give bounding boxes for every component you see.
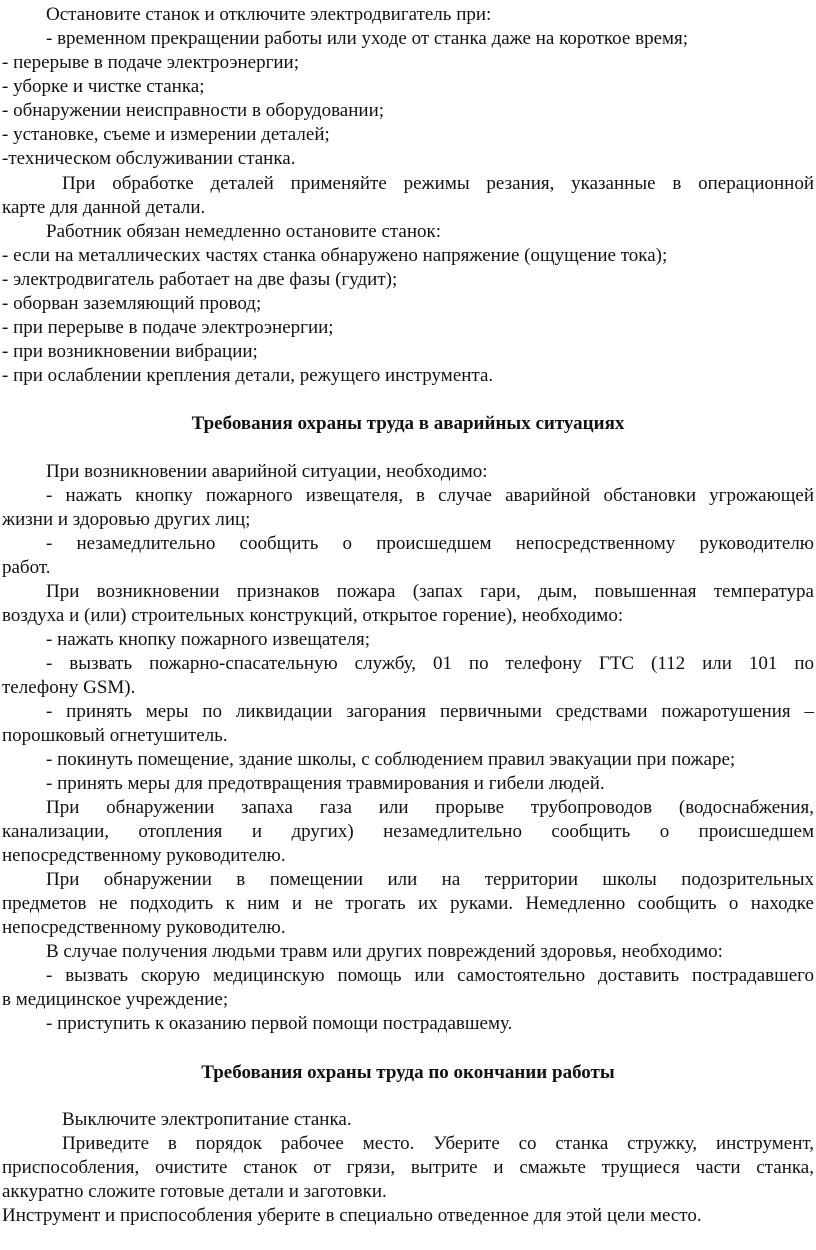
list-item: - при ослаблении крепления детали, режущего инструмента. <box>2 365 494 386</box>
paragraph-line: При возникновении признаков пожара (запах гари, дым, повышенная температура <box>46 581 814 602</box>
paragraph-line: При обработке деталей применяйте режимы резания, указанные в операционной <box>62 173 814 194</box>
paragraph-line: предметов не подходить к ним и не трогать их руками. Немедленно сообщить о находке <box>2 893 814 914</box>
list-item: порошковый огнетушитель. <box>2 725 228 746</box>
paragraph-line: В случае получения людьми травм или других повреждений здоровья, необходимо: <box>46 941 723 962</box>
paragraph-line: Приведите в порядок рабочее место. Уберите со станка стружку, инструмент, <box>62 1133 814 1154</box>
list-item: - приступить к оказанию первой помощи пострадавшему. <box>46 1013 513 1034</box>
list-item: - покинуть помещение, здание школы, с соблюдением правил эвакуации при пожаре; <box>46 749 736 770</box>
list-item: - принять меры по ликвидации загорания первичными средствами пожаротушения – <box>46 701 814 722</box>
list-item: - нажать кнопку пожарного извещателя; <box>46 629 371 650</box>
paragraph-line: аккуратно сложите готовые детали и заготовки. <box>2 1181 387 1202</box>
list-item: - вызвать скорую медицинскую помощь или самостоятельно доставить пострадавшего <box>46 965 814 986</box>
section-heading: Требования охраны труда в аварийных ситуациях <box>191 413 625 434</box>
paragraph-line: приспособления, очистите станок от грязи, вытрите и смажьте трущиеся части станка, <box>2 1157 814 1178</box>
paragraph-line: канализации, отопления и других) незамедлительно сообщить о происшедшем <box>2 821 814 842</box>
list-item: - незамедлительно сообщить о происшедшем непосредственному руководителю <box>46 533 814 554</box>
list-item: телефону GSM). <box>2 677 136 698</box>
list-item: жизни и здоровью других лиц; <box>2 509 251 530</box>
paragraph-line: При обнаружении в помещении или на территории школы подозрительных <box>46 869 814 890</box>
list-item: - принять меры для предотвращения травмирования и гибели людей. <box>46 773 605 794</box>
list-item: в медицинское учреждение; <box>2 989 229 1010</box>
list-item: - если на металлических частях станка обнаружено напряжение (ощущение тока); <box>2 245 668 266</box>
text-line: При возникновении аварийной ситуации, необходимо: <box>46 461 488 482</box>
paragraph-line: непосредственному руководителю. <box>2 917 286 938</box>
list-item: - вызвать пожарно-спасательную службу, 01 по телефону ГТС (112 или 101 по <box>46 653 814 674</box>
list-item: - нажать кнопку пожарного извещателя, в случае аварийной обстановки угрожающей <box>46 485 814 506</box>
text-line: Работник обязан немедленно остановите станок: <box>46 221 442 242</box>
paragraph-line: При обнаружении запаха газа или прорыве трубопроводов (водоснабжения, <box>46 797 814 818</box>
text-line: Остановите станок и отключите электродвигатель при: <box>46 4 492 25</box>
list-item: - электродвигатель работает на две фазы (гудит); <box>2 269 398 290</box>
paragraph-line: Инструмент и приспособления уберите в специально отведенное для этой цели место. <box>2 1205 702 1226</box>
paragraph-line: воздуха и (или) строительных конструкций, открытое горение), необходимо: <box>2 605 624 626</box>
list-item: работ. <box>2 557 51 578</box>
paragraph-line: непосредственному руководителю. <box>2 845 286 866</box>
list-item: - уборке и чистке станка; <box>2 76 205 97</box>
list-item: -техническом обслуживании станка. <box>2 148 296 169</box>
list-item: - установке, съеме и измерении деталей; <box>2 124 330 145</box>
list-item: - обнаружении неисправности в оборудовании; <box>2 100 385 121</box>
list-item: - перерыве в подаче электроэнергии; <box>2 52 299 73</box>
text-line: - временном прекращении работы или уходе от станка даже на короткое время; <box>46 28 689 49</box>
paragraph-line: карте для данной детали. <box>2 197 206 218</box>
section-heading: Требования охраны труда по окончании работы <box>201 1062 615 1083</box>
list-item: - оборван заземляющий провод; <box>2 293 262 314</box>
list-item: - при возникновении вибрации; <box>2 341 258 362</box>
paragraph-line: Выключите электропитание станка. <box>62 1109 352 1130</box>
list-item: - при перерыве в подаче электроэнергии; <box>2 317 334 338</box>
